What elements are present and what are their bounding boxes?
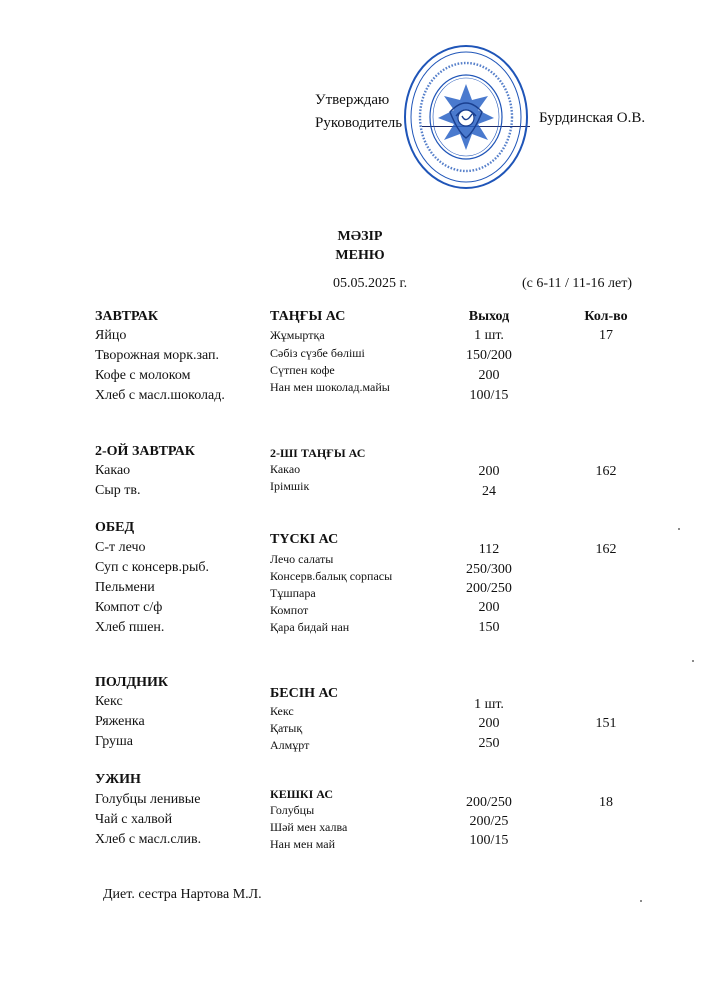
breakfast-item-kz: Нан мен шоколад.майы bbox=[270, 380, 390, 394]
breakfast-item-kz: Сүтпен кофе bbox=[270, 363, 335, 377]
lunch-item-kz: Қара бидай нан bbox=[270, 620, 350, 634]
lunch-item-ru: Пельмени bbox=[95, 580, 155, 595]
breakfast-item-output: 1 шт. bbox=[474, 328, 504, 343]
lunch-item-kz: Компот bbox=[270, 603, 309, 617]
dinner-item-output: 200/25 bbox=[469, 814, 509, 829]
lunch-quantity: 162 bbox=[595, 542, 617, 557]
snack-item-kz: Кекс bbox=[270, 704, 294, 718]
second-breakfast-item-output: 24 bbox=[482, 484, 496, 499]
dinner-item-ru: Чай с халвой bbox=[95, 812, 173, 827]
breakfast-heading-ru: ЗАВТРАК bbox=[95, 309, 159, 324]
snack-item-ru: Ряженка bbox=[95, 714, 145, 729]
breakfast-heading-kz: ТАҢҒЫ АС bbox=[270, 309, 346, 324]
title-kz: МӘЗІР bbox=[337, 229, 383, 244]
snack-item-kz: Қатық bbox=[270, 721, 303, 735]
dinner-item-output: 100/15 bbox=[469, 833, 509, 848]
dinner-item-ru: Голубцы ленивые bbox=[95, 792, 201, 807]
breakfast-item-output: 100/15 bbox=[469, 388, 509, 403]
lunch-item-ru: С-т лечо bbox=[95, 540, 146, 555]
lunch-item-kz: Лечо салаты bbox=[270, 552, 334, 566]
lunch-item-ru: Хлеб пшен. bbox=[95, 620, 165, 635]
menu-date: 05.05.2025 г. bbox=[333, 276, 408, 291]
second-breakfast-item-kz: Ірімшік bbox=[270, 479, 310, 493]
breakfast-quantity: 17 bbox=[599, 328, 613, 343]
breakfast-item-output: 150/200 bbox=[466, 348, 512, 363]
official-seal-icon bbox=[402, 42, 530, 192]
breakfast-item-output: 200 bbox=[478, 368, 500, 383]
breakfast-item-ru: Хлеб с масл.шоколад. bbox=[95, 388, 225, 403]
snack-heading-ru: ПОЛДНИК bbox=[95, 675, 169, 690]
scan-speck bbox=[640, 900, 642, 902]
scan-speck bbox=[678, 528, 680, 530]
snack-quantity: 151 bbox=[595, 716, 617, 731]
approve-label: Утверждаю bbox=[315, 92, 390, 108]
dinner-item-ru: Хлеб с масл.слив. bbox=[95, 832, 202, 847]
age-group: (с 6-11 / 11-16 лет) bbox=[522, 276, 633, 291]
dinner-heading-ru: УЖИН bbox=[95, 772, 141, 787]
lunch-item-ru: Суп с консерв.рыб. bbox=[95, 560, 210, 575]
dinner-heading-kz: КЕШКІ АС bbox=[270, 787, 333, 801]
dinner-item-output: 200/250 bbox=[466, 795, 512, 810]
dinner-quantity: 18 bbox=[599, 795, 613, 810]
second-breakfast-quantity: 162 bbox=[595, 464, 617, 479]
breakfast-item-kz: Сәбіз сүзбе бөліші bbox=[270, 346, 365, 360]
dinner-item-kz: Нан мен май bbox=[270, 837, 336, 851]
scan-speck bbox=[692, 660, 694, 662]
head-name: Бурдинская О.В. bbox=[539, 110, 646, 126]
snack-item-output: 1 шт. bbox=[474, 697, 504, 712]
breakfast-item-kz: Жұмыртқа bbox=[270, 328, 325, 342]
breakfast-item-ru: Творожная морк.зап. bbox=[95, 348, 220, 363]
second-breakfast-item-output: 200 bbox=[478, 464, 500, 479]
second-breakfast-item-ru: Какао bbox=[95, 463, 131, 478]
dinner-item-kz: Шәй мен халва bbox=[270, 820, 348, 834]
second-breakfast-heading-kz: 2-ШІ ТАҢҒЫ АС bbox=[270, 446, 366, 460]
dinner-item-kz: Голубцы bbox=[270, 803, 315, 817]
snack-heading-kz: БЕСІН АС bbox=[270, 686, 339, 701]
lunch-item-output: 112 bbox=[478, 542, 500, 557]
quantity-column-header: Кол-во bbox=[584, 309, 628, 324]
snack-item-kz: Алмұрт bbox=[270, 738, 310, 752]
head-label: Руководитель bbox=[315, 115, 403, 131]
lunch-item-output: 200/250 bbox=[466, 581, 512, 596]
lunch-heading-ru: ОБЕД bbox=[95, 520, 135, 535]
snack-item-ru: Груша bbox=[95, 734, 134, 749]
breakfast-item-ru: Кофе с молоком bbox=[95, 368, 191, 383]
output-column-header: Выход bbox=[468, 309, 510, 324]
dietitian-signature: Диет. сестра Нартова М.Л. bbox=[103, 887, 262, 902]
lunch-item-kz: Тұшпара bbox=[270, 586, 316, 600]
breakfast-item-ru: Яйцо bbox=[95, 328, 127, 343]
second-breakfast-item-kz: Какао bbox=[270, 462, 301, 476]
snack-item-ru: Кекс bbox=[95, 694, 123, 709]
lunch-item-output: 250/300 bbox=[466, 562, 512, 577]
lunch-item-ru: Компот с/ф bbox=[95, 600, 163, 615]
lunch-item-kz: Консерв.балық сорпасы bbox=[270, 569, 393, 583]
second-breakfast-heading-ru: 2-ОЙ ЗАВТРАК bbox=[95, 444, 195, 459]
second-breakfast-item-ru: Сыр тв. bbox=[95, 483, 141, 498]
lunch-heading-kz: ТҮСКІ АС bbox=[270, 532, 339, 547]
lunch-item-output: 150 bbox=[478, 620, 500, 635]
snack-item-output: 200 bbox=[478, 716, 500, 731]
snack-item-output: 250 bbox=[478, 736, 500, 751]
lunch-item-output: 200 bbox=[478, 600, 500, 615]
title-ru: МЕНЮ bbox=[335, 248, 385, 263]
